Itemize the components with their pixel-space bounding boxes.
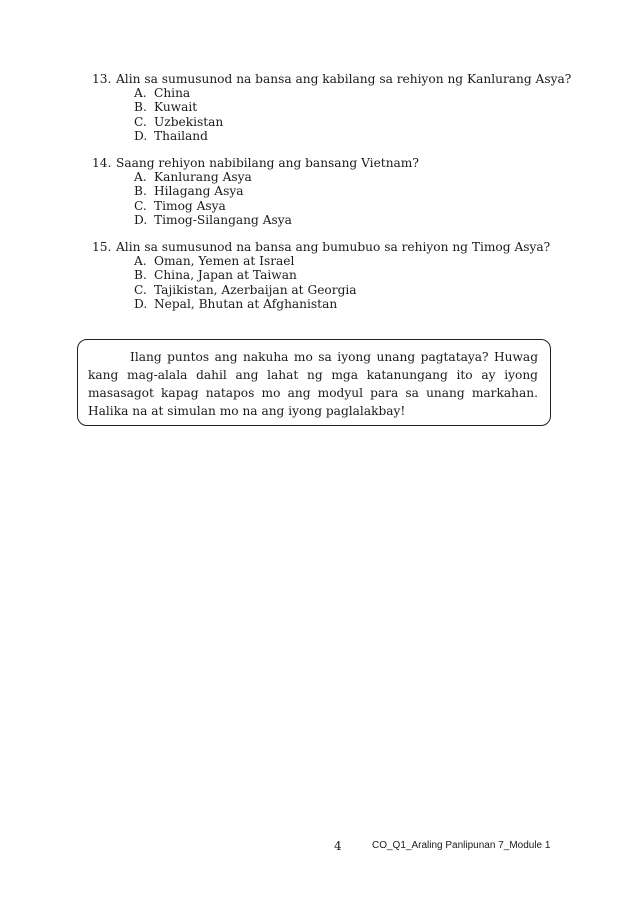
choice-a bbox=[134, 86, 572, 100]
callout-text: Ilang puntos ang nakuha mo sa iyong unang pagtataya? Huwag kang mag-alala dahil ang lahat ng mga katanungang ito ay iyong masasagot kapag natapos mo ang modyul para sa unang markahan. Halika na at simulan mo na ang iyong paglalakbay! bbox=[88, 350, 538, 418]
question-text: Alin sa sumusunod na bansa ang bumubuo sa rehiyon ng Timog Asya? bbox=[116, 240, 551, 254]
question-number: 15. bbox=[92, 240, 112, 254]
choice-text: Nepal, Bhutan at Afghanistan bbox=[154, 296, 338, 311]
question-number: 13. bbox=[92, 72, 112, 86]
choice-b bbox=[134, 268, 572, 282]
choice-c bbox=[134, 115, 572, 129]
question-stem bbox=[92, 156, 572, 170]
choice-c bbox=[134, 283, 572, 297]
choice-d bbox=[134, 213, 572, 227]
choice-list bbox=[92, 170, 572, 227]
page-number: 4 bbox=[334, 839, 342, 853]
choice-text: Timog Asya bbox=[154, 198, 226, 213]
choice-letter: C. bbox=[134, 114, 147, 129]
choice-d bbox=[134, 129, 572, 143]
choice-letter: D. bbox=[134, 212, 148, 227]
choice-b bbox=[134, 100, 572, 114]
choice-text: Uzbekistan bbox=[154, 114, 224, 129]
question-stem bbox=[92, 240, 572, 254]
callout-box bbox=[77, 339, 551, 426]
choice-letter: A. bbox=[134, 170, 147, 185]
choice-a bbox=[134, 254, 572, 268]
question-14 bbox=[92, 156, 572, 227]
choice-text: Tajikistan, Azerbaijan at Georgia bbox=[154, 282, 357, 297]
choice-text: Thailand bbox=[154, 128, 208, 143]
choice-letter: B. bbox=[134, 100, 147, 115]
choice-text: China bbox=[154, 86, 191, 101]
module-label: CO_Q1_Araling Panlipunan 7_Module 1 bbox=[372, 840, 551, 851]
question-text: Saang rehiyon nabibilang ang bansang Vietnam? bbox=[116, 156, 419, 170]
choice-text: Oman, Yemen at Israel bbox=[154, 254, 295, 269]
question-number: 14. bbox=[92, 156, 112, 170]
choice-text: Kanlurang Asya bbox=[154, 170, 252, 185]
choice-text: China, Japan at Taiwan bbox=[154, 268, 297, 283]
choice-letter: A. bbox=[134, 254, 147, 269]
choice-letter: C. bbox=[134, 282, 147, 297]
question-13 bbox=[92, 72, 572, 143]
choice-text: Kuwait bbox=[154, 100, 198, 115]
choice-letter: B. bbox=[134, 268, 147, 283]
choice-b bbox=[134, 184, 572, 198]
choice-letter: B. bbox=[134, 184, 147, 199]
choice-text: Hilagang Asya bbox=[154, 184, 244, 199]
choice-d bbox=[134, 297, 572, 311]
question-text: Alin sa sumusunod na bansa ang kabilang sa rehiyon ng Kanlurang Asya? bbox=[116, 72, 572, 86]
page-footer bbox=[0, 839, 638, 859]
choice-letter: D. bbox=[134, 296, 148, 311]
choice-a bbox=[134, 170, 572, 184]
question-15 bbox=[92, 240, 572, 311]
choice-c bbox=[134, 199, 572, 213]
choice-list bbox=[92, 86, 572, 143]
choice-letter: C. bbox=[134, 198, 147, 213]
choice-list bbox=[92, 254, 572, 311]
choice-text: Timog-Silangang Asya bbox=[154, 212, 292, 227]
choice-letter: D. bbox=[134, 128, 148, 143]
question-stem bbox=[92, 72, 572, 86]
choice-letter: A. bbox=[134, 86, 147, 101]
